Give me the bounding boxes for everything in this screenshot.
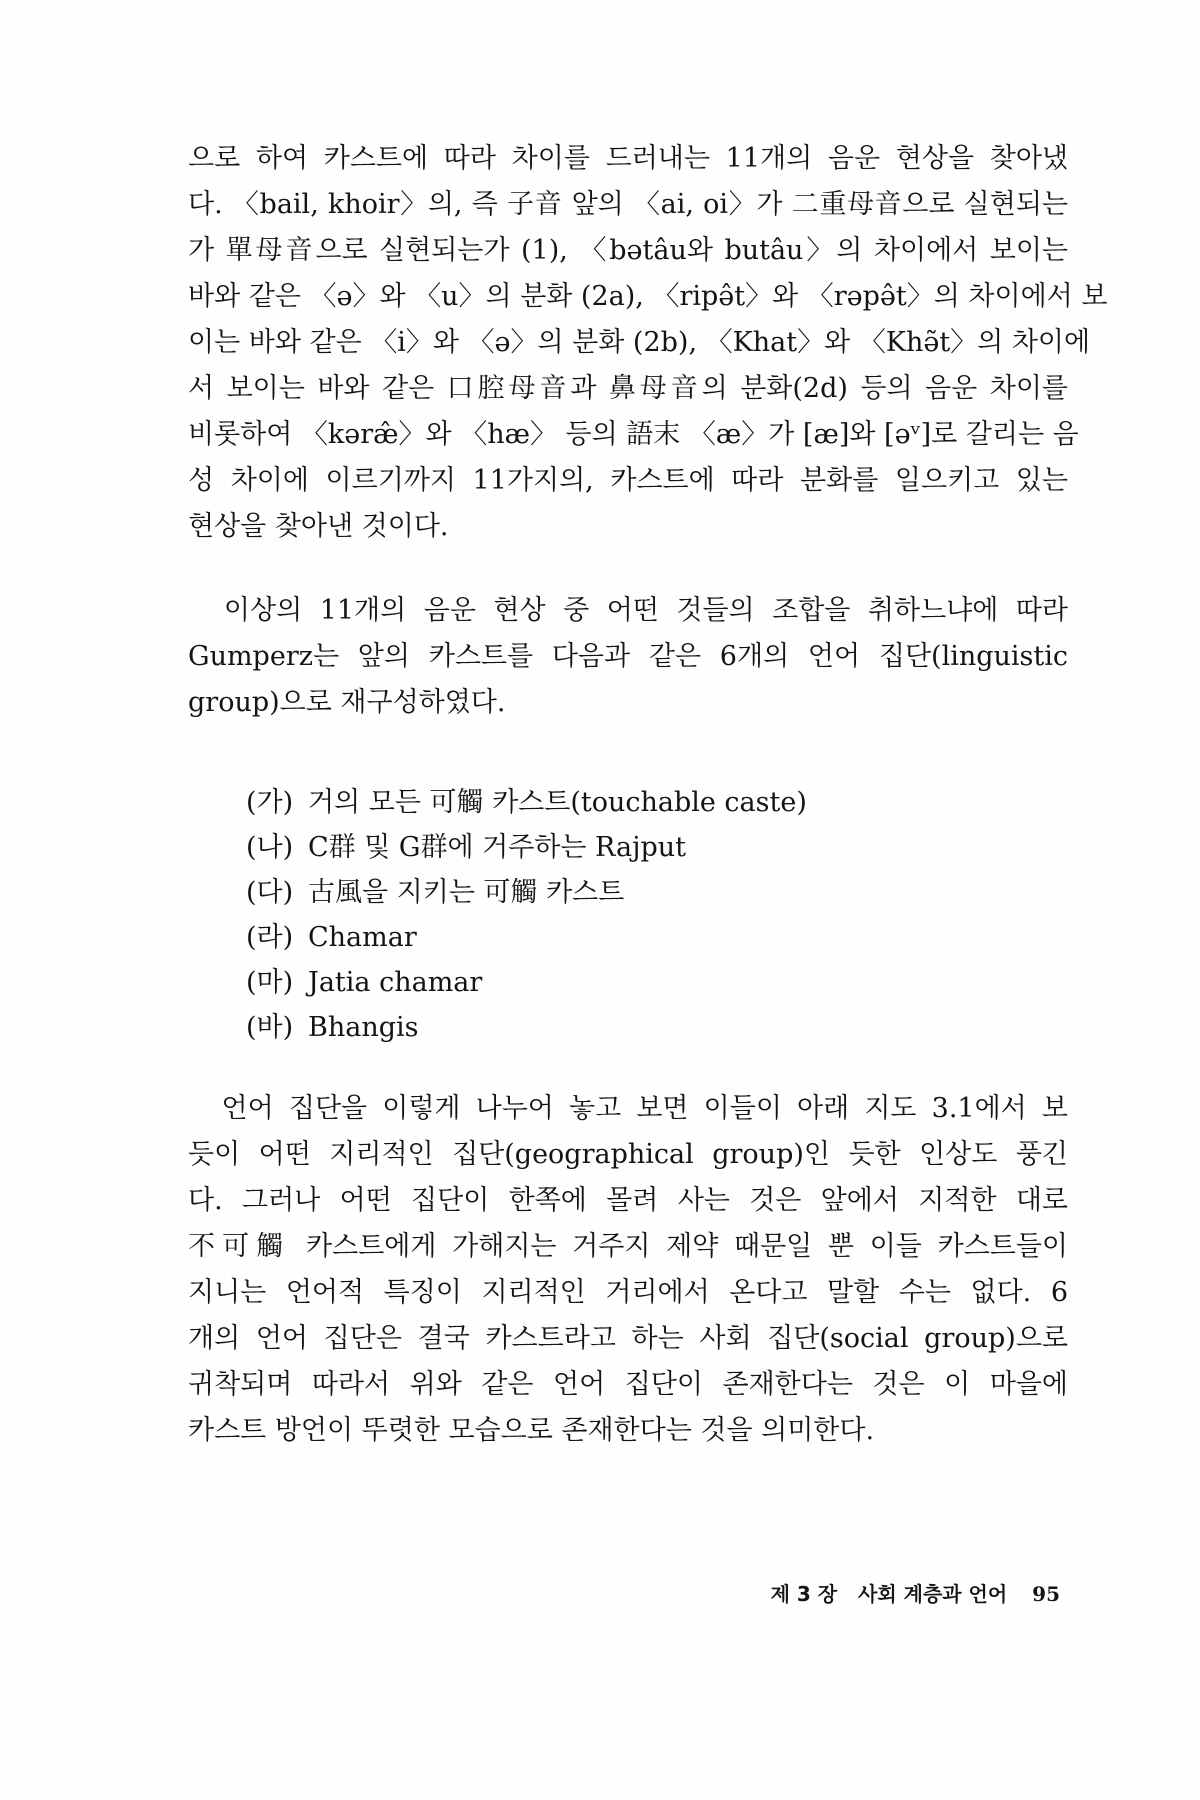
list-marker: (나) xyxy=(246,832,294,863)
list-marker: (가) xyxy=(246,787,294,818)
text-line: 성 차이에 이르기까지 11가지의, 카스트에 따라 분화를 일으키고 있는 xyxy=(188,465,1068,496)
list-marker: (바) xyxy=(246,1012,294,1043)
chapter-label: 제 3 장 xyxy=(770,1582,838,1606)
list-item xyxy=(246,960,946,1005)
list-item-text: Bhangis xyxy=(308,1012,419,1043)
paragraph-3 xyxy=(188,1086,1068,1454)
text-line: 현상을 찾아낸 것이다. xyxy=(188,511,449,542)
list-item-text: Jatia chamar xyxy=(308,967,483,998)
text-line: 서 보이는 바와 같은 口腔母音과 鼻母音의 분화(2d) 등의 음운 차이를 xyxy=(188,373,1068,404)
text-line: 귀착되며 따라서 위와 같은 언어 집단이 존재한다는 것은 이 마을에 xyxy=(188,1369,1068,1400)
text-line: 이는 바와 같은 〈i〉와 〈ə〉의 분화 (2b), 〈Khat〉와 〈Khə̃t〉의 차이에 xyxy=(188,327,1091,358)
list-item-text: Chamar xyxy=(308,922,417,953)
list-item xyxy=(246,915,946,960)
list-item-text: 거의 모든 可觸 카스트(touchable caste) xyxy=(308,787,807,818)
text-line: 언어 집단을 이렇게 나누어 놓고 보면 이들이 아래 지도 3.1에서 보 xyxy=(188,1093,1068,1124)
text-line: group)으로 재구성하였다. xyxy=(188,687,506,718)
list-item xyxy=(246,1005,946,1050)
paragraph-2 xyxy=(188,588,1068,726)
linguistic-group-list xyxy=(246,780,946,1050)
text-line: 不可觸 카스트에게 가해지는 거주지 제약 때문일 뿐 이들 카스트들이 xyxy=(188,1231,1068,1262)
text-line: 가 單母音으로 실현되는가 (1), 〈bətâu와 butâu〉의 차이에서 보이는 xyxy=(188,235,1068,266)
text-line: 바와 같은 〈ə〉와 〈u〉의 분화 (2a), 〈ripə̂t〉와 〈rəpə̂t〉의 차이에서 보 xyxy=(188,281,1108,312)
text-line: 지니는 언어적 특징이 지리적인 거리에서 온다고 말할 수는 없다. 6 xyxy=(188,1277,1068,1308)
text-line: 카스트 방언이 뚜렷한 모습으로 존재한다는 것을 의미한다. xyxy=(188,1415,875,1446)
text-line: Gumperz는 앞의 카스트를 다음과 같은 6개의 언어 집단(linguistic xyxy=(188,641,1068,672)
list-marker: (다) xyxy=(246,877,294,908)
text-line: 이상의 11개의 음운 현상 중 어떤 것들의 조합을 취하느냐에 따라 xyxy=(188,595,1068,626)
list-item xyxy=(246,825,946,870)
text-line: 으로 하여 카스트에 따라 차이를 드러내는 11개의 음운 현상을 찾아냈 xyxy=(188,143,1068,174)
page-footer xyxy=(690,1578,1060,1607)
text-line: 듯이 어떤 지리적인 집단(geographical group)인 듯한 인상도 풍긴 xyxy=(188,1139,1068,1170)
text-line: 개의 언어 집단은 결국 카스트라고 하는 사회 집단(social group)으로 xyxy=(188,1323,1068,1354)
list-marker: (라) xyxy=(246,922,294,953)
list-item xyxy=(246,870,946,915)
text-line: 비롯하여 〈kəræ̂〉와 〈hæ〉 등의 語末 〈æ〉가 [æ]와 [əᵛ]로 갈리는 음 xyxy=(188,419,1079,450)
text-line: 다. 그러나 어떤 집단이 한쪽에 몰려 사는 것은 앞에서 지적한 대로 xyxy=(188,1185,1068,1216)
list-item-text: 古風을 지키는 可觸 카스트 xyxy=(308,877,625,908)
paragraph-1 xyxy=(188,136,1108,550)
list-marker: (마) xyxy=(246,967,294,998)
list-item-text: C群 및 G群에 거주하는 Rajput xyxy=(308,832,686,863)
list-item xyxy=(246,780,946,825)
page-number: 95 xyxy=(1032,1582,1060,1606)
chapter-title: 사회 계층과 언어 xyxy=(858,1582,1008,1606)
text-line: 다. 〈bail, khoir〉의, 즉 子音 앞의 〈ai, oi〉가 二重母音으로 실현되는 xyxy=(188,189,1068,220)
